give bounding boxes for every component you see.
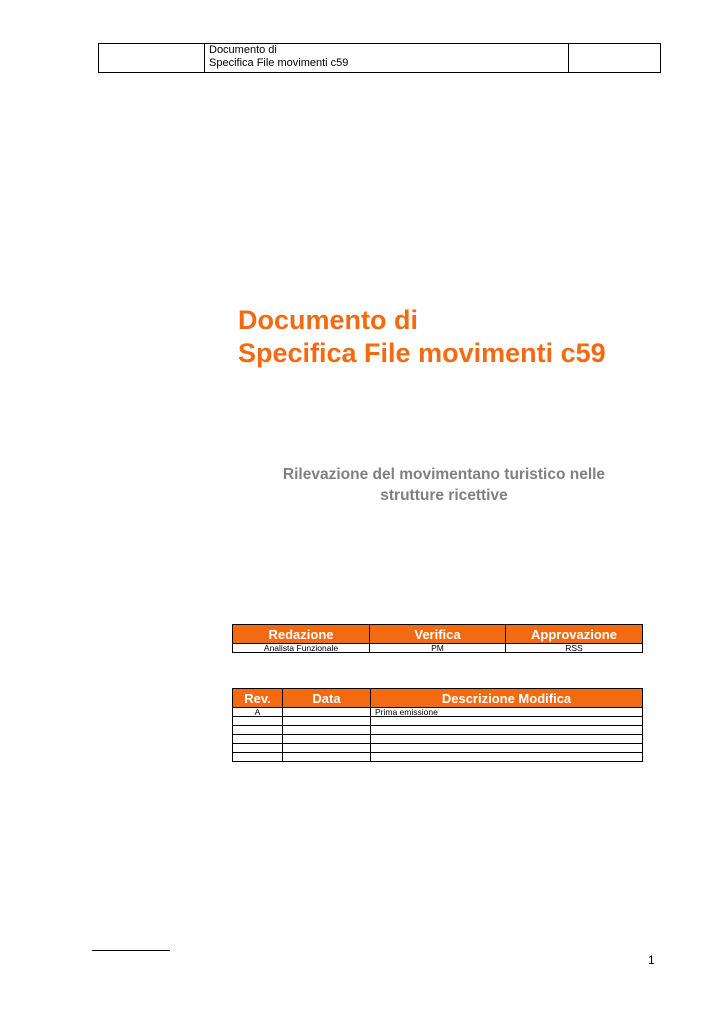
page-number: 1	[648, 953, 655, 967]
revision-header-rev: Rev.	[233, 689, 283, 708]
revision-cell-descrizione	[371, 735, 643, 744]
revision-cell-descrizione: Prima emissione	[371, 708, 643, 717]
header-right-cell	[569, 44, 661, 73]
table-row	[233, 708, 643, 717]
header-left-cell	[99, 44, 205, 73]
approval-table	[232, 624, 643, 653]
title-line2: Specifica File movimenti c59	[238, 338, 606, 368]
approval-header-approvazione: Approvazione	[506, 625, 643, 644]
revision-cell-rev	[233, 753, 283, 762]
approval-cell-approvazione: RSS	[506, 644, 643, 653]
revision-cell-rev	[233, 735, 283, 744]
header-title-cell	[205, 44, 569, 73]
subtitle-line1: Rilevazione del movimentano turistico nelle	[282, 466, 606, 483]
revision-cell-data	[283, 717, 371, 726]
revision-table	[232, 688, 643, 762]
table-row	[233, 726, 643, 735]
table-row	[233, 744, 643, 753]
revision-cell-rev: A	[233, 708, 283, 717]
revision-cell-descrizione	[371, 744, 643, 753]
header-title-line2: Specifica File movimenti c59	[209, 57, 349, 69]
revision-header-row	[233, 689, 643, 708]
document-header-table	[98, 43, 661, 73]
revision-cell-rev	[233, 726, 283, 735]
footnote-separator	[92, 950, 170, 951]
approval-row	[233, 644, 643, 653]
revision-header-data: Data	[283, 689, 371, 708]
revision-cell-data	[283, 735, 371, 744]
approval-header-row	[233, 625, 643, 644]
approval-header-verifica: Verifica	[370, 625, 506, 644]
revision-cell-data	[283, 726, 371, 735]
header-title-line1: Documento di	[209, 44, 277, 56]
revision-cell-data	[283, 708, 371, 717]
document-subtitle	[236, 464, 652, 506]
revision-cell-descrizione	[371, 726, 643, 735]
table-row	[233, 753, 643, 762]
revision-cell-data	[283, 744, 371, 753]
approval-cell-redazione: Analista Funzionale	[233, 644, 370, 653]
revision-cell-rev	[233, 717, 283, 726]
approval-header-redazione: Redazione	[233, 625, 370, 644]
revision-cell-descrizione	[371, 753, 643, 762]
table-row	[233, 735, 643, 744]
revision-header-descrizione: Descrizione Modifica	[371, 689, 643, 708]
revision-cell-data	[283, 753, 371, 762]
approval-cell-verifica: PM	[370, 644, 506, 653]
subtitle-line2: strutture ricettive	[380, 487, 508, 504]
revision-cell-descrizione	[371, 717, 643, 726]
table-row	[233, 717, 643, 726]
document-title	[238, 304, 606, 370]
revision-cell-rev	[233, 744, 283, 753]
title-line1: Documento di	[238, 305, 418, 335]
